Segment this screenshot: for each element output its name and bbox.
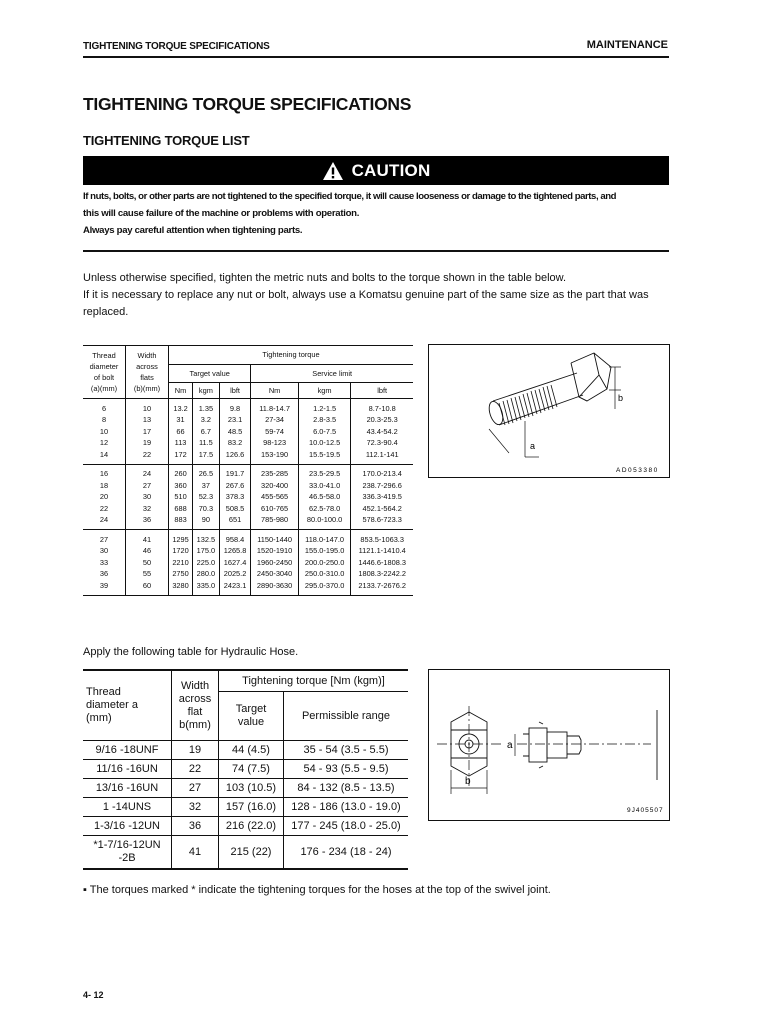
header-text: across [136,362,158,371]
header-text: (mm) [86,712,112,724]
table-row [83,515,413,530]
table-cell: 37 [193,480,220,492]
table-cell: 1121.1-1410.4 [358,546,406,556]
table-cell: 1295 [169,530,193,546]
table-cell: 12 [83,438,126,450]
table-cell: 72.3-90.4 [366,438,398,448]
table-cell: 59-74 [251,426,298,438]
table-cell: 46 [126,546,169,558]
table-cell: 2133.7-2676.2 [351,580,413,595]
header-target-value [219,692,284,741]
table-cell: 508.5 [219,503,251,515]
header-unit: kgm [193,383,220,399]
header-unit: kgm [298,383,351,399]
table-cell: 1.35 [193,399,220,415]
running-header-section: MAINTENANCE [586,39,668,51]
table-cell: 48.5 [219,426,251,438]
table-cell: 8.7-10.8 [368,403,396,413]
table-row [83,569,413,581]
table-cell: 785-980 [251,515,298,530]
header-thread-diameter [83,346,126,399]
table-cell: *1-7/16-12UN -2B [83,836,172,870]
header-unit: Nm [169,383,193,399]
bullet-icon: ▪ [83,884,90,896]
hose-torque-table [83,669,408,870]
table-cell: 378.3 [219,492,251,504]
table-cell: 320-400 [251,480,298,492]
table-row [83,798,408,817]
table-cell: 191.7 [219,464,251,480]
table-cell: 30 [126,492,169,504]
header-text: diameter a [86,699,138,711]
table-row [83,480,413,492]
dimension-label-a: a [530,441,536,451]
table-cell: 70.3 [193,503,220,515]
header-text: flat [187,705,203,718]
table-cell: 17.5 [193,449,220,464]
table-cell: 60 [126,580,169,595]
table-cell: 84 - 132 (8.5 - 13.5) [284,779,409,798]
table-cell: 33 [83,557,126,569]
header-thread-diameter-a [83,670,172,741]
table-cell: 52.3 [193,492,220,504]
table-cell: 1720 [169,546,193,558]
header-rule [83,56,669,58]
table-cell: 26.5 [193,464,220,480]
table-cell: 360 [169,480,193,492]
table-cell: 3.2 [193,415,220,427]
bolt-diagram [428,344,670,478]
table-cell: 1446.6-1808.3 [358,557,407,567]
table-row [83,836,408,870]
table-cell: 172 [169,449,193,464]
table-cell: 215 (22) [219,836,284,870]
table-cell: 455-565 [251,492,298,504]
table-cell: 280.0 [193,569,220,581]
table-cell: 11/16 -16UN [83,760,172,779]
running-header-title: TIGHTENING TORQUE SPECIFICATIONS [83,41,270,52]
table-row [83,438,413,450]
header-permissible-range: Permissible range [284,692,409,741]
header-text: Width [180,679,210,692]
table-row [83,760,408,779]
header-unit: lbft [351,383,413,399]
dimension-label-a: a [507,740,513,751]
table-cell: 2890-3630 [251,580,298,595]
table-cell: 20.3-25.3 [366,415,398,425]
table-cell: 216 (22.0) [219,817,284,836]
table-cell: 41 [126,530,169,546]
table-cell: 22 [83,503,126,515]
header-width-across-flat [172,670,219,741]
section-title: TIGHTENING TORQUE LIST [83,133,250,148]
table-cell: 103 (10.5) [219,779,284,798]
table-cell: 6.7 [193,426,220,438]
table-cell: 336.3-419.5 [362,492,402,502]
table-cell: 32 [172,798,219,817]
header-text: across [178,692,212,705]
table-cell: 958.4 [219,530,251,546]
table-cell: 24 [83,515,126,530]
table-row [83,546,413,558]
table-cell: 200.0-250.0 [298,557,351,569]
table-cell: 23.5-29.5 [298,464,351,480]
header-text: b(mm) [179,718,211,731]
caution-banner [83,156,669,185]
table-cell: 11.5 [193,438,220,450]
table-cell: 36 [126,515,169,530]
table-cell: 1520-1910 [251,546,298,558]
table-cell: 32 [126,503,169,515]
header-unit: lbft [219,383,251,399]
table-row [83,580,413,595]
table-cell: 6 [83,399,126,415]
table-cell: 31 [169,415,193,427]
table-cell: 651 [219,515,251,530]
header-text: Width [137,351,157,360]
table-cell: 2423.1 [219,580,251,595]
table-cell: 27 [172,779,219,798]
table-cell: 19 [126,438,169,450]
table-cell: 3280 [169,580,193,595]
table-cell: 267.6 [219,480,251,492]
footnote-text: The torques marked * indicate the tightening torques for the hoses at the top of the swivel joint. [89,884,551,896]
table-cell: 43.4-54.2 [366,426,398,436]
table-cell: 30 [83,546,126,558]
table-cell: 853.5-1063.3 [360,534,404,544]
table-cell: 578.6-723.3 [351,515,413,530]
bolt-drawing [429,345,669,477]
table-row [83,741,408,760]
table-cell: 13/16 -16UN [83,779,172,798]
table-cell: 126.6 [219,449,251,464]
table-cell: 24 [126,464,169,480]
table-cell: 235-285 [251,464,298,480]
hose-fitting-diagram [428,669,670,821]
table-cell: 238.7-296.6 [362,480,402,490]
dimension-label-b: b [465,776,471,787]
caution-label: CAUTION [351,160,431,180]
caution-line: Always pay careful attention when tightening parts. [83,225,303,236]
table-cell: 170.0-213.4 [362,469,402,479]
table-cell: 22 [172,760,219,779]
table-cell: 510 [169,492,193,504]
table-cell: 1-3/16 -12UN [83,817,172,836]
table-cell: 452.1-564.2 [362,503,402,513]
table-cell: 175.0 [193,546,220,558]
table-cell: 62.5-78.0 [298,503,351,515]
table-cell: 17 [126,426,169,438]
table-cell: 250.0-310.0 [298,569,351,581]
hose-fitting-drawing [429,670,669,820]
table-cell: 10.0-12.5 [298,438,351,450]
table-cell: 153-190 [251,449,298,464]
table-cell: 1960-2450 [251,557,298,569]
table-cell: 2450-3040 [251,569,298,581]
table-row [83,399,413,415]
hydraulic-hose-label: Apply the following table for Hydraulic Hose. [83,646,299,658]
figure-code: AD053380 [616,467,659,474]
table-cell: 1 -14UNS [83,798,172,817]
table-cell: 1265.8 [219,546,251,558]
table-cell: 2.8-3.5 [298,415,351,427]
table-cell: 23.1 [219,415,251,427]
table-row [83,557,413,569]
caution-line: this will cause failure of the machine or problems with operation. [83,208,360,219]
intro-line: If it is necessary to replace any nut or bolt, always use a Komatsu genuine part of the same size as the part that was replaced. [83,289,649,318]
warning-icon [322,161,344,181]
table-cell: 27 [126,480,169,492]
table-cell: 11.8-14.7 [251,399,298,415]
table-cell: 90 [193,515,220,530]
header-text: flats [140,373,154,382]
table-cell: 176 - 234 (18 - 24) [284,836,409,870]
dimension-label-b: b [618,393,624,403]
table-cell: 15.5-19.5 [298,449,351,464]
table-cell: 16 [83,464,126,480]
table-row [83,503,413,515]
table-row [83,449,413,464]
table-row [83,464,413,480]
table-row [83,492,413,504]
table-cell: 19 [172,741,219,760]
footnote [83,884,551,896]
table-cell: 13.2 [169,399,193,415]
table-cell: 883 [169,515,193,530]
header-service-limit: Service limit [251,365,413,383]
table-cell: 6.0-7.5 [298,426,351,438]
header-text: (b)(mm) [133,384,161,393]
header-text: of bolt [93,373,115,382]
header-text: diameter [89,362,119,371]
table-cell: 27-34 [251,415,298,427]
table-cell: 128 - 186 (13.0 - 19.0) [284,798,409,817]
table-cell: 36 [83,569,126,581]
table-row [83,530,413,546]
table-cell: 335.0 [193,580,220,595]
intro-paragraph [83,270,673,321]
bolt-torque-table [83,345,413,596]
table-cell: 80.0-100.0 [298,515,351,530]
header-text: Thread [92,351,116,360]
table-cell: 112.1-141 [351,449,413,464]
table-cell: 66 [169,426,193,438]
table-cell: 98-123 [251,438,298,450]
table-cell: 83.2 [219,438,251,450]
header-text: (a)(mm) [90,384,118,393]
header-text: value [237,716,265,728]
caution-line: If nuts, bolts, or other parts are not tightened to the specified torque, it will cause looseness or damage to the tightened parts, and [83,191,617,202]
header-text: Target [235,703,267,715]
header-target-value: Target value [169,365,251,383]
table-cell: 41 [172,836,219,870]
table-cell: 295.0-370.0 [298,580,351,595]
table-cell: 18 [83,480,126,492]
table-cell: 132.5 [193,530,220,546]
table-cell: 1808.3-2242.2 [358,569,407,579]
table-cell: 22 [126,449,169,464]
table-cell: 1.2-1.5 [298,399,351,415]
table-cell: 9.8 [219,399,251,415]
header-text: Thread [86,686,121,698]
table-cell: 157 (16.0) [219,798,284,817]
table-cell: 118.0-147.0 [298,530,351,546]
table-cell: 33.0-41.0 [298,480,351,492]
header-width-across-flats [126,346,169,399]
table-cell: 13 [126,415,169,427]
caution-rule [83,250,669,252]
table-cell: 74 (7.5) [219,760,284,779]
table-cell: 260 [169,464,193,480]
table-cell: 54 - 93 (5.5 - 9.5) [284,760,409,779]
table-cell: 14 [83,449,126,464]
table-cell: 2750 [169,569,193,581]
table-cell: 46.5-58.0 [298,492,351,504]
table-cell: 10 [83,426,126,438]
table-cell: 610-765 [251,503,298,515]
caution-text [83,188,673,239]
table-row [83,817,408,836]
table-cell: 2025.2 [219,569,251,581]
table-cell: 44 (4.5) [219,741,284,760]
table-cell: 155.0-195.0 [298,546,351,558]
table-cell: 688 [169,503,193,515]
page-title: TIGHTENING TORQUE SPECIFICATIONS [83,94,412,114]
table-cell: 225.0 [193,557,220,569]
table-cell: 1627.4 [219,557,251,569]
table-cell: 55 [126,569,169,581]
table-cell: 27 [83,530,126,546]
table-cell: 1150-1440 [251,530,298,546]
table-cell: 35 - 54 (3.5 - 5.5) [284,741,409,760]
table-row [83,779,408,798]
header-tightening-torque: Tightening torque [Nm (kgm)] [219,670,409,692]
header-unit: Nm [251,383,298,399]
table-cell: 10 [126,399,169,415]
table-cell: 50 [126,557,169,569]
table-row [83,426,413,438]
table-cell: 2210 [169,557,193,569]
header-tightening-torque: Tightening torque [169,346,414,365]
page-number: 4- 12 [83,990,104,1000]
table-cell: 8 [83,415,126,427]
intro-line: Unless otherwise specified, tighten the metric nuts and bolts to the torque shown in the table below. [83,272,567,284]
table-cell: 39 [83,580,126,595]
table-row [83,415,413,427]
table-cell: 113 [169,438,193,450]
table-cell: 177 - 245 (18.0 - 25.0) [284,817,409,836]
table-cell: 20 [83,492,126,504]
table-cell: 9/16 -18UNF [83,741,172,760]
table-cell: 36 [172,817,219,836]
figure-code: 9J405507 [627,807,664,814]
